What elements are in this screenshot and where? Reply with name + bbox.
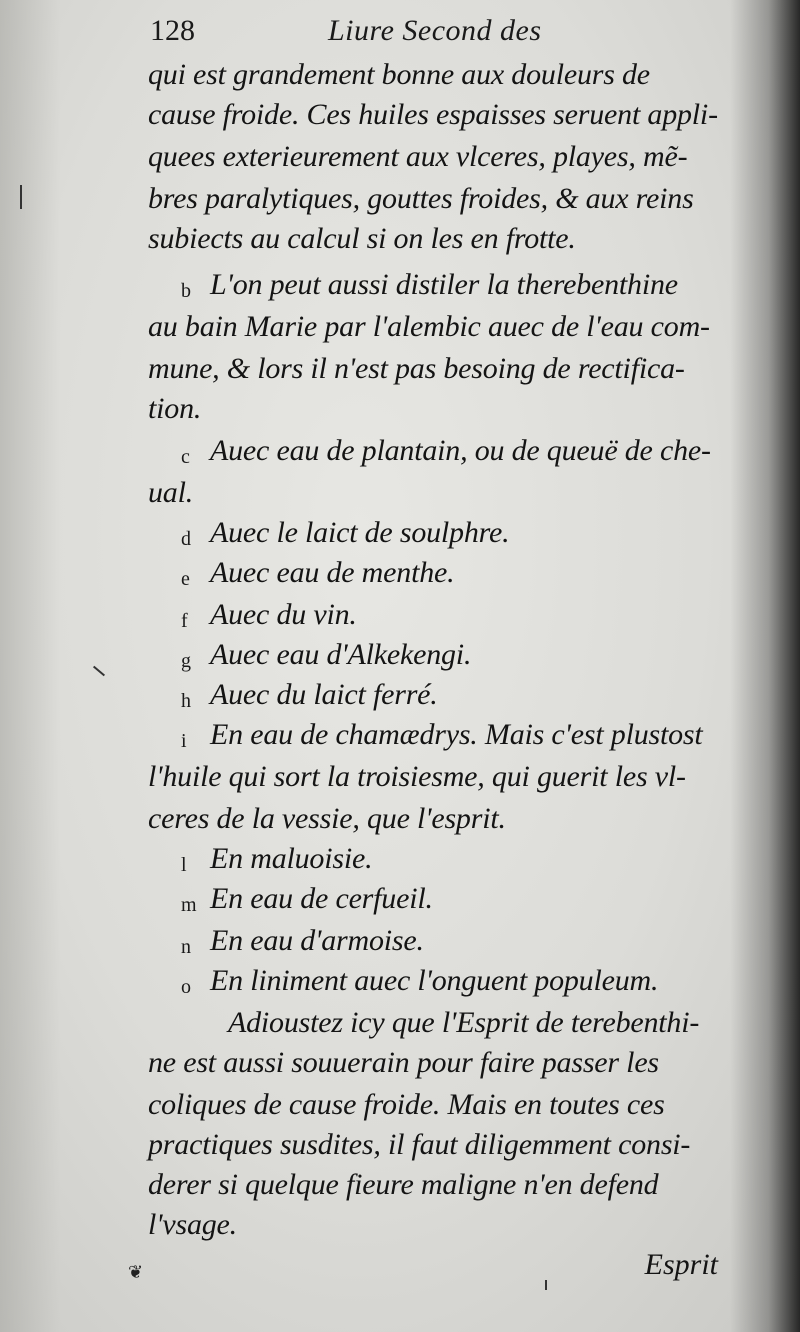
text-line: En eau de cerfueil. — [210, 882, 433, 915]
ornament-icon: ❦ — [128, 1262, 144, 1283]
text-line: Adioustez icy que l'Esprit de terebenthi- — [228, 1006, 700, 1039]
text-line: tion. — [148, 392, 202, 425]
text-line: subiects au calcul si on les en frotte. — [148, 222, 576, 255]
text-line: ual. — [148, 476, 194, 509]
note-marker: g — [181, 650, 191, 672]
note-marker: b — [181, 280, 191, 302]
text-line: mune, & lors il n'est pas besoing de rectifica- — [148, 352, 685, 385]
text-line: En eau d'armoise. — [210, 924, 424, 957]
note-marker: e — [181, 568, 190, 590]
page-header — [150, 14, 710, 54]
text-line: derer si quelque fieure maligne n'en defend — [148, 1168, 659, 1201]
text-line: quees exterieurement aux vlceres, playes, mẽ- — [148, 140, 688, 173]
note-marker: m — [181, 894, 197, 916]
text-line: En liniment auec l'onguent populeum. — [210, 964, 659, 997]
note-marker: c — [181, 446, 190, 468]
text-line: Auec du laict ferré. — [210, 678, 438, 711]
text-line: Auec eau de menthe. — [210, 556, 455, 589]
note-marker: h — [181, 690, 191, 712]
margin-mark — [20, 185, 22, 209]
text-line: L'on peut aussi distiler la therebenthine — [210, 268, 678, 301]
text-line: practiques susdites, il faut diligemment consi- — [148, 1128, 691, 1161]
text-line: coliques de cause froide. Mais en toutes ces — [148, 1088, 665, 1121]
running-head: Liure Second des — [328, 14, 542, 47]
note-marker: d — [181, 528, 191, 550]
note-marker: l — [181, 854, 187, 876]
page-number: 128 — [150, 14, 195, 47]
text-line: En eau de chamædrys. Mais c'est plustost — [210, 718, 703, 751]
text-line: l'vsage. — [148, 1208, 237, 1241]
page-gutter-shadow — [730, 0, 800, 1332]
text-line: qui est grandement bonne aux douleurs de — [148, 58, 650, 91]
note-marker: n — [181, 936, 191, 958]
text-line: En maluoisie. — [210, 842, 373, 875]
note-marker: i — [181, 730, 187, 752]
text-line: Auec du vin. — [210, 598, 357, 631]
catchword: Esprit — [644, 1248, 718, 1281]
text-line: cause froide. Ces huiles espaisses seruent appli- — [148, 98, 718, 131]
text-line: au bain Marie par l'alembic auec de l'eau com- — [148, 310, 710, 343]
text-line: ceres de la vessie, que l'esprit. — [148, 802, 506, 835]
note-marker: o — [181, 976, 191, 998]
text-line: Auec le laict de soulphre. — [210, 516, 510, 549]
text-line: Auec eau de plantain, ou de queuë de che- — [210, 434, 711, 467]
text-line: ne est aussi souuerain pour faire passer les — [148, 1046, 659, 1079]
margin-mark-3 — [545, 1280, 547, 1290]
note-marker: f — [181, 610, 188, 632]
text-line: bres paralytiques, gouttes froides, & aux reins — [148, 182, 694, 215]
text-line: Auec eau d'Alkekengi. — [210, 638, 472, 671]
text-line: l'huile qui sort la troisiesme, qui guerit les vl- — [148, 760, 686, 793]
margin-mark-2 — [93, 666, 105, 677]
page-left-edge-shadow — [0, 0, 60, 1332]
